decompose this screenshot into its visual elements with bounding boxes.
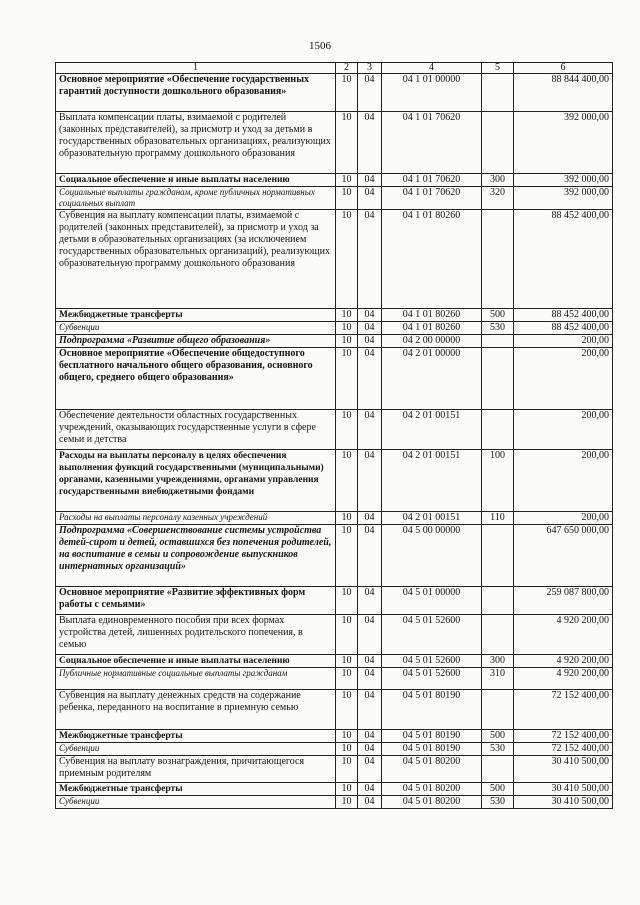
amount-cell: 4 920 200,00: [514, 668, 613, 690]
table-row: [56, 756, 613, 783]
row-name-cell: Субвенция на выплату денежных средств на содержание ребенка, переданного на воспитание в приемную семью: [56, 690, 336, 730]
table-row: [56, 743, 613, 756]
subsection-code-cell: 04: [358, 730, 382, 743]
subsection-code-cell: 04: [358, 668, 382, 690]
section-code-cell: 10: [336, 309, 358, 322]
target-article-cell: 04 5 01 80190: [382, 730, 482, 743]
row-name-cell: Межбюджетные трансферты: [56, 783, 336, 796]
column-header-5: 5: [482, 63, 514, 74]
table-row: [56, 796, 613, 809]
amount-cell: 392 000,00: [514, 112, 613, 174]
section-code-cell: 10: [336, 587, 358, 615]
expense-type-cell: 500: [482, 783, 514, 796]
section-code-cell: 10: [336, 668, 358, 690]
table-row: [56, 690, 613, 730]
target-article-cell: 04 5 01 80190: [382, 690, 482, 730]
table-row: [56, 322, 613, 335]
target-article-cell: 04 1 01 80260: [382, 210, 482, 309]
target-article-cell: 04 5 01 80200: [382, 756, 482, 783]
expense-type-cell: 500: [482, 730, 514, 743]
expense-type-cell: 300: [482, 655, 514, 668]
amount-cell: 200,00: [514, 450, 613, 512]
section-code-cell: 10: [336, 174, 358, 187]
subsection-code-cell: 04: [358, 655, 382, 668]
row-name-cell: Обеспечение деятельности областных государственных учреждений, оказывающих государственные услуги в сфере семьи и детства: [56, 410, 336, 450]
expense-type-cell: 300: [482, 174, 514, 187]
section-code-cell: 10: [336, 730, 358, 743]
target-article-cell: 04 2 01 00151: [382, 410, 482, 450]
table-row: [56, 410, 613, 450]
expense-type-cell: 530: [482, 796, 514, 809]
subsection-code-cell: 04: [358, 756, 382, 783]
amount-cell: 392 000,00: [514, 187, 613, 210]
expense-type-cell: [482, 615, 514, 655]
row-name-cell: Социальное обеспечение и иные выплаты населению: [56, 655, 336, 668]
target-article-cell: 04 5 00 00000: [382, 525, 482, 587]
target-article-cell: 04 5 01 52600: [382, 668, 482, 690]
amount-cell: 30 410 500,00: [514, 756, 613, 783]
expense-type-cell: [482, 112, 514, 174]
target-article-cell: 04 5 01 00000: [382, 587, 482, 615]
target-article-cell: 04 1 01 70620: [382, 174, 482, 187]
section-code-cell: 10: [336, 348, 358, 410]
amount-cell: 72 152 400,00: [514, 730, 613, 743]
row-name-cell: Основное мероприятие «Обеспечение государственных гарантий доступности дошкольного образования»: [56, 74, 336, 112]
amount-cell: 88 844 400,00: [514, 74, 613, 112]
expense-type-cell: [482, 587, 514, 615]
table-row: [56, 512, 613, 525]
budget-table: [55, 62, 613, 809]
table-row: [56, 335, 613, 348]
row-name-cell: Подпрограмма «Совершенствование системы устройства детей-сирот и детей, оставшихся без попечения родителей, на воспитание в семьи и сопровождение выпускников интернатных организаций»: [56, 525, 336, 587]
expense-type-cell: [482, 525, 514, 587]
column-header-6: 6: [514, 63, 613, 74]
amount-cell: 200,00: [514, 512, 613, 525]
subsection-code-cell: 04: [358, 796, 382, 809]
target-article-cell: 04 1 01 70620: [382, 187, 482, 210]
expense-type-cell: 320: [482, 187, 514, 210]
section-code-cell: 10: [336, 655, 358, 668]
section-code-cell: 10: [336, 450, 358, 512]
row-name-cell: Субвенции: [56, 743, 336, 756]
table-row: [56, 74, 613, 112]
subsection-code-cell: 04: [358, 74, 382, 112]
target-article-cell: 04 1 01 00000: [382, 74, 482, 112]
section-code-cell: 10: [336, 112, 358, 174]
target-article-cell: 04 5 01 80190: [382, 743, 482, 756]
target-article-cell: 04 2 01 00151: [382, 450, 482, 512]
expense-type-cell: [482, 74, 514, 112]
expense-type-cell: 110: [482, 512, 514, 525]
column-header-2: 2: [336, 63, 358, 74]
table-row: [56, 348, 613, 410]
expense-type-cell: 500: [482, 309, 514, 322]
amount-cell: 392 000,00: [514, 174, 613, 187]
amount-cell: 647 650 000,00: [514, 525, 613, 587]
table-row: [56, 783, 613, 796]
row-name-cell: Субвенция на выплату вознаграждения, причитающегося приемным родителям: [56, 756, 336, 783]
target-article-cell: 04 2 01 00151: [382, 512, 482, 525]
expense-type-cell: 530: [482, 743, 514, 756]
row-name-cell: Выплата единовременного пособия при всех формах устройства детей, лишенных родительского попечения, в семью: [56, 615, 336, 655]
expense-type-cell: [482, 335, 514, 348]
amount-cell: 200,00: [514, 348, 613, 410]
section-code-cell: 10: [336, 796, 358, 809]
row-name-cell: Основное мероприятие «Обеспечение общедоступного бесплатного начального общего образования, основного общего, среднего общего образования»: [56, 348, 336, 410]
table-row: [56, 174, 613, 187]
section-code-cell: 10: [336, 756, 358, 783]
table-row: [56, 450, 613, 512]
row-name-cell: Основное мероприятие «Развитие эффективных форм работы с семьями»: [56, 587, 336, 615]
subsection-code-cell: 04: [358, 587, 382, 615]
amount-cell: 200,00: [514, 410, 613, 450]
expense-type-cell: [482, 348, 514, 410]
section-code-cell: 10: [336, 187, 358, 210]
column-header-3: 3: [358, 63, 382, 74]
table-row: [56, 309, 613, 322]
subsection-code-cell: 04: [358, 410, 382, 450]
column-header-1: 1: [56, 63, 336, 74]
subsection-code-cell: 04: [358, 743, 382, 756]
row-name-cell: Публичные нормативные социальные выплаты гражданам: [56, 668, 336, 690]
table-row: [56, 655, 613, 668]
amount-cell: 88 452 400,00: [514, 309, 613, 322]
table-row: [56, 668, 613, 690]
amount-cell: 200,00: [514, 335, 613, 348]
table-header-row: [56, 63, 613, 74]
section-code-cell: 10: [336, 74, 358, 112]
subsection-code-cell: 04: [358, 690, 382, 730]
amount-cell: 88 452 400,00: [514, 322, 613, 335]
expense-type-cell: [482, 210, 514, 309]
target-article-cell: 04 1 01 70620: [382, 112, 482, 174]
row-name-cell: Субвенции: [56, 796, 336, 809]
table-body: [56, 74, 613, 809]
table-row: [56, 525, 613, 587]
section-code-cell: 10: [336, 525, 358, 587]
expense-type-cell: [482, 410, 514, 450]
section-code-cell: 10: [336, 335, 358, 348]
amount-cell: 30 410 500,00: [514, 783, 613, 796]
target-article-cell: 04 2 00 00000: [382, 335, 482, 348]
subsection-code-cell: 04: [358, 335, 382, 348]
row-name-cell: Субвенция на выплату компенсации платы, взимаемой с родителей (законных представителей), за присмотр и уход за детьми в образовательных организациях (за исключением государственных образовательных организаций), реализующих образовательную программу дошкольного образования: [56, 210, 336, 309]
subsection-code-cell: 04: [358, 525, 382, 587]
page-number: 1506: [309, 40, 331, 52]
table-row: [56, 730, 613, 743]
row-name-cell: Выплата компенсации платы, взимаемой с родителей (законных представителей), за присмотр и уход за детьми в государственных образовательных организациях, реализующих образовательную программу дошкольного образования: [56, 112, 336, 174]
table-row: [56, 187, 613, 210]
section-code-cell: 10: [336, 322, 358, 335]
row-name-cell: Межбюджетные трансферты: [56, 730, 336, 743]
amount-cell: 88 452 400,00: [514, 210, 613, 309]
subsection-code-cell: 04: [358, 512, 382, 525]
expense-type-cell: 100: [482, 450, 514, 512]
table-row: [56, 587, 613, 615]
expense-type-cell: [482, 756, 514, 783]
target-article-cell: 04 5 01 52600: [382, 615, 482, 655]
section-code-cell: 10: [336, 512, 358, 525]
amount-cell: 30 410 500,00: [514, 796, 613, 809]
amount-cell: 72 152 400,00: [514, 690, 613, 730]
subsection-code-cell: 04: [358, 450, 382, 512]
amount-cell: 72 152 400,00: [514, 743, 613, 756]
subsection-code-cell: 04: [358, 615, 382, 655]
subsection-code-cell: 04: [358, 348, 382, 410]
subsection-code-cell: 04: [358, 309, 382, 322]
section-code-cell: 10: [336, 210, 358, 309]
section-code-cell: 10: [336, 783, 358, 796]
section-code-cell: 10: [336, 743, 358, 756]
row-name-cell: Социальное обеспечение и иные выплаты населению: [56, 174, 336, 187]
row-name-cell: Субвенции: [56, 322, 336, 335]
target-article-cell: 04 5 01 80200: [382, 783, 482, 796]
amount-cell: 259 087 800,00: [514, 587, 613, 615]
target-article-cell: 04 5 01 80200: [382, 796, 482, 809]
amount-cell: 4 920 200,00: [514, 655, 613, 668]
subsection-code-cell: 04: [358, 187, 382, 210]
row-name-cell: Социальные выплаты гражданам, кроме публичных нормативных социальных выплат: [56, 187, 336, 210]
section-code-cell: 10: [336, 615, 358, 655]
target-article-cell: 04 1 01 80260: [382, 309, 482, 322]
row-name-cell: Расходы на выплаты персоналу казенных учреждений: [56, 512, 336, 525]
target-article-cell: 04 5 01 52600: [382, 655, 482, 668]
subsection-code-cell: 04: [358, 783, 382, 796]
section-code-cell: 10: [336, 690, 358, 730]
subsection-code-cell: 04: [358, 210, 382, 309]
target-article-cell: 04 2 01 00000: [382, 348, 482, 410]
subsection-code-cell: 04: [358, 322, 382, 335]
subsection-code-cell: 04: [358, 174, 382, 187]
expense-type-cell: 530: [482, 322, 514, 335]
row-name-cell: Расходы на выплаты персоналу в целях обеспечения выполнения функций государственными (муниципальными) органами, казенными учреждениями, органами управления государственными внебюджетными фондами: [56, 450, 336, 512]
target-article-cell: 04 1 01 80260: [382, 322, 482, 335]
table-row: [56, 615, 613, 655]
column-header-4: 4: [382, 63, 482, 74]
table-row: [56, 112, 613, 174]
expense-type-cell: 310: [482, 668, 514, 690]
amount-cell: 4 920 200,00: [514, 615, 613, 655]
subsection-code-cell: 04: [358, 112, 382, 174]
row-name-cell: Межбюджетные трансферты: [56, 309, 336, 322]
table-row: [56, 210, 613, 309]
row-name-cell: Подпрограмма «Развитие общего образования»: [56, 335, 336, 348]
expense-type-cell: [482, 690, 514, 730]
section-code-cell: 10: [336, 410, 358, 450]
